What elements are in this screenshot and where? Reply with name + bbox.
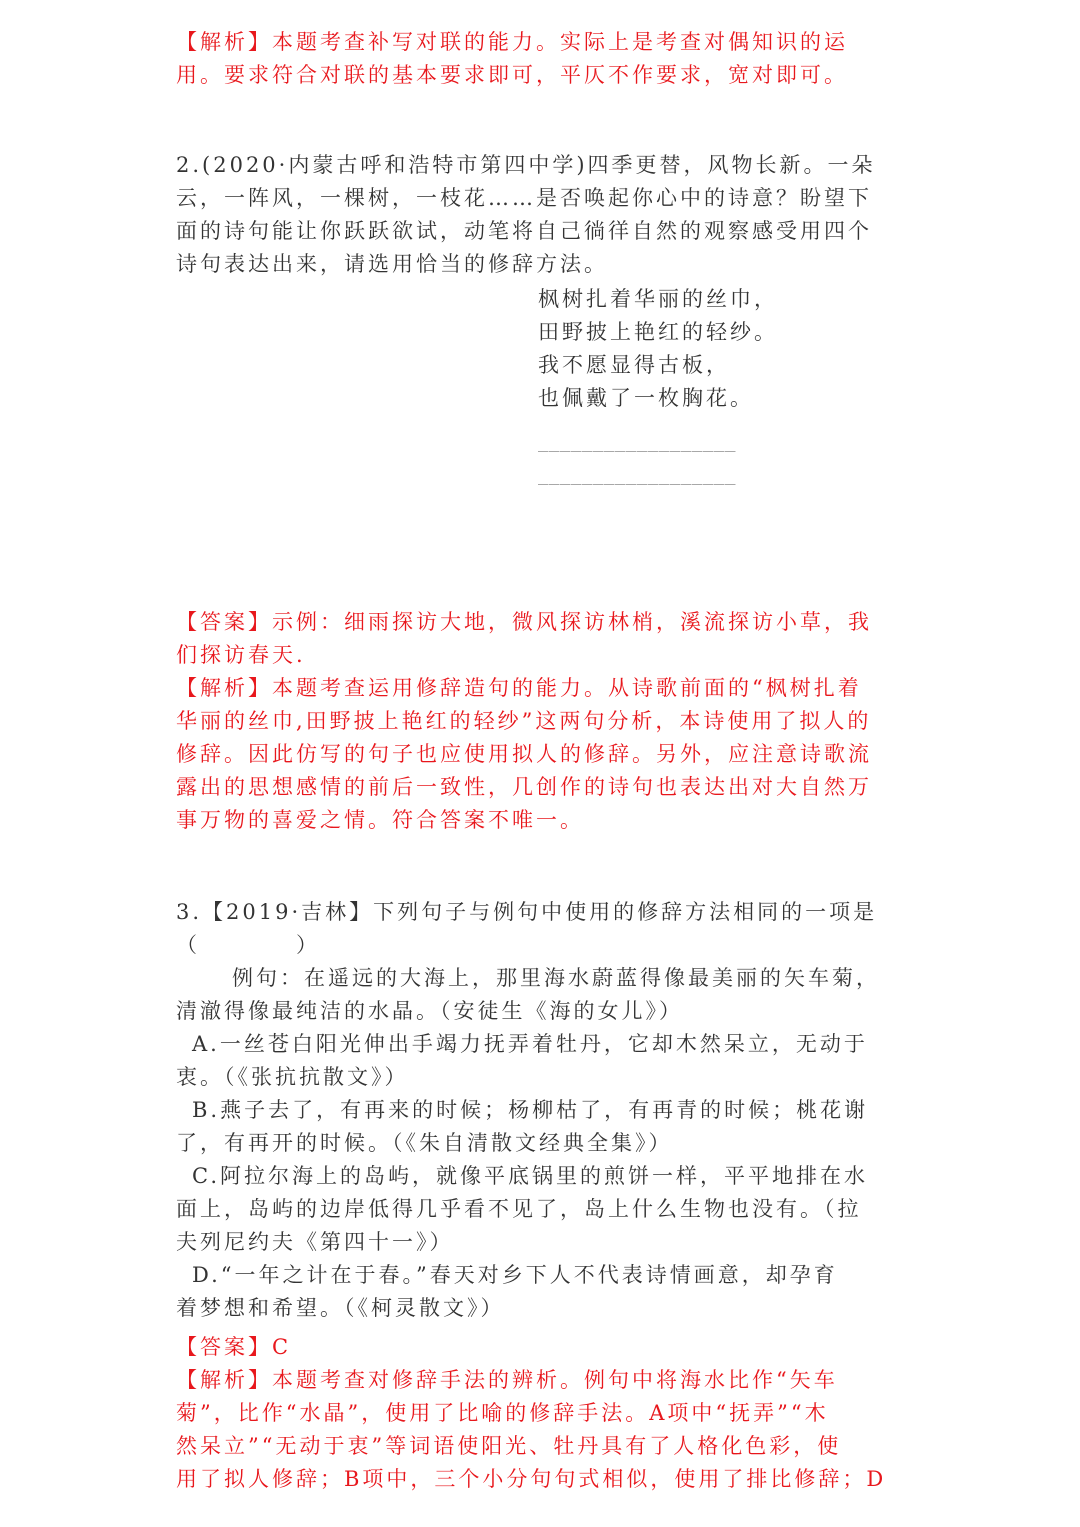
q3-answer	[176, 1331, 906, 1496]
answer-blank[interactable]: __________________	[538, 461, 736, 485]
answer-tag: 【答案】	[176, 610, 272, 634]
example-line: 清澈得像最纯洁的水晶。（安徒生《海的女儿》）	[176, 999, 683, 1023]
answer-value: C	[272, 1335, 292, 1359]
question-line: 诗句表达出来，请选用恰当的修辞方法。	[176, 252, 608, 276]
analysis-line: 修辞。因此仿写的句子也应使用拟人的修辞。另外，应注意诗歌流	[176, 742, 872, 766]
option-a[interactable]: A.一丝苍白阳光伸出手竭力抚弄着牡丹，它却木然呆立，无动于	[192, 1032, 868, 1056]
q1-analysis	[176, 26, 906, 92]
analysis-line: 本题考查运用修辞造句的能力。从诗歌前面的“枫树扎着	[272, 676, 862, 700]
example-line: 例句：在遥远的大海上，那里海水蔚蓝得像最美丽的矢车菊，	[232, 966, 880, 990]
q2-answer	[176, 606, 906, 837]
answer-bracket: （ ）	[176, 933, 320, 957]
answer-line: 们探访春天.	[176, 643, 306, 667]
answer-tag: 【答案】	[176, 1335, 272, 1359]
option-b-cont: 了，有再开的时候。（《朱自清散文经典全集》）	[176, 1131, 673, 1155]
analysis-line: 华丽的丝巾,田野披上艳红的轻纱”这两句分析，本诗使用了拟人的	[176, 709, 872, 733]
question-line: 2.(2020·内蒙古呼和浩特市第四中学)四季更替，风物长新。一朵	[176, 153, 876, 177]
option-c[interactable]: C.阿拉尔海上的岛屿，就像平底锅里的煎饼一样，平平地排在水	[192, 1164, 868, 1188]
poem-line: 枫树扎着华丽的丝巾，	[538, 287, 778, 311]
q2-poem	[538, 283, 778, 490]
answer-line: 示例：细雨探访大地，微风探访林梢，溪流探访小草，我	[272, 610, 872, 634]
option-c-cont: 面上，岛屿的边岸低得几乎看不见了，岛上什么生物也没有。（拉	[176, 1197, 862, 1221]
analysis-line: 用。要求符合对联的基本要求即可，平仄不作要求，宽对即可。	[176, 63, 848, 87]
analysis-line: 事万物的喜爱之情。符合答案不唯一。	[176, 808, 584, 832]
analysis-line: 用了拟人修辞；B项中，三个小分句句式相似，使用了排比修辞；D	[176, 1467, 887, 1491]
analysis-line: 然呆立”“无动于衷”等词语使阳光、牡丹具有了人格化色彩，使	[176, 1434, 842, 1458]
poem-line: 我不愿显得古板，	[538, 353, 730, 377]
option-c-cont: 夫列尼约夫《第四十一》）	[176, 1230, 454, 1254]
option-d[interactable]: D.“一年之计在于春。”春天对乡下人不代表诗情画意，却孕育	[192, 1263, 838, 1287]
option-d-cont: 着梦想和希望。（《柯灵散文》）	[176, 1296, 505, 1320]
question-line: 面的诗句能让你跃跃欲试，动笔将自己徜徉自然的观察感受用四个	[176, 219, 872, 243]
poem-line: 田野披上艳红的轻纱。	[538, 320, 778, 344]
analysis-line: 菊”，比作“水晶”，使用了比喻的修辞手法。A项中“抚弄”“木	[176, 1401, 829, 1425]
analysis-tag: 【解析】	[176, 676, 272, 700]
analysis-tag: 【解析】	[176, 1368, 272, 1392]
q2-question	[176, 149, 906, 281]
analysis-tag: 【解析】	[176, 30, 272, 54]
question-line: 云，一阵风，一棵树，一枝花……是否唤起你心中的诗意？盼望下	[176, 186, 872, 210]
option-b[interactable]: B.燕子去了，有再来的时候；杨柳枯了，有再青的时候；桃花谢	[192, 1098, 869, 1122]
question-line: 3.【2019·吉林】下列句子与例句中使用的修辞方法相同的一项是	[176, 900, 878, 924]
answer-blank[interactable]: __________________	[538, 428, 736, 452]
analysis-line: 本题考查对修辞手法的辨析。例句中将海水比作“矢车	[272, 1368, 838, 1392]
analysis-line: 露出的思想感情的前后一致性，几创作的诗句也表达出对大自然万	[176, 775, 872, 799]
analysis-line: 本题考查补写对联的能力。实际上是考查对偶知识的运	[272, 30, 848, 54]
poem-line: 也佩戴了一枚胸花。	[538, 386, 754, 410]
option-a-cont: 衷。（《张抗抗散文》）	[176, 1065, 409, 1089]
q3-question	[176, 896, 906, 1325]
